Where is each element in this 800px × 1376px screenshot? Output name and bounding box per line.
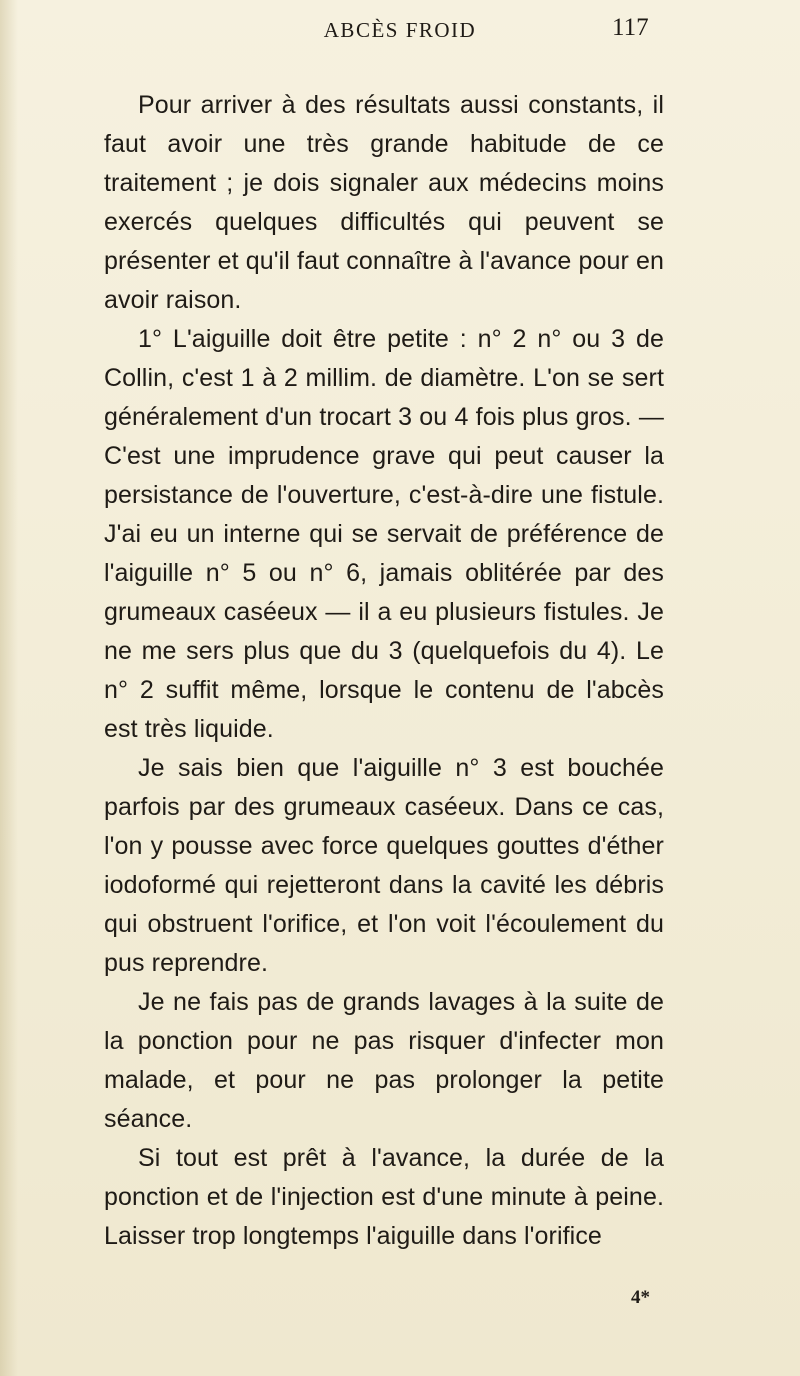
paragraph-3: Je sais bien que l'aiguille n° 3 est bouchée parfois par des grumeaux caséeux. Dans ce cas, l'on y pousse avec force quelques gouttes d'éther iodoformé qui rejetteront dans la cavité les débris qui obstruent l'orifice, et l'on voit l'écoulement du pus reprendre. bbox=[104, 754, 664, 977]
paragraph-2: 1° L'aiguille doit être petite : n° 2 n° ou 3 de Collin, c'est 1 à 2 millim. de diamètre. L'on se sert généralement d'un trocart 3 ou 4 fois plus gros. — C'est une imprudence grave qui peut causer la persistance de l'ouverture, c'est-à-dire une fistule. J'ai eu un interne qui se servait de préférence de l'aiguille n° 5 ou n° 6, jamais oblitérée par des grumeaux caséeux — il a eu plusieurs fistules. Je ne me sers plus que du 3 (quelquefois du 4). Le n° 2 suffit même, lorsque le contenu de l'abcès est très liquide. bbox=[104, 325, 664, 743]
signature-mark: 4* bbox=[631, 1287, 650, 1308]
paragraph-4: Je ne fais pas de grands lavages à la suite de la ponction pour ne pas risquer d'infecter mon malade, et pour ne pas prolonger la petite séance. bbox=[104, 988, 664, 1133]
page-number: 117 bbox=[612, 14, 649, 41]
running-head bbox=[0, 6, 800, 46]
paragraph-5: Si tout est prêt à l'avance, la durée de la ponction et de l'injection est d'une minute à peine. Laisser trop longtemps l'aiguille dans l'orifice bbox=[104, 1144, 664, 1250]
chapter-title: ABCÈS FROID bbox=[323, 18, 477, 42]
body-text bbox=[104, 86, 664, 1256]
page-left-edge bbox=[0, 0, 18, 1376]
paragraph-1: Pour arriver à des résultats aussi constants, il faut avoir une très grande habitude de ce traitement ; je dois signaler aux médecins moins exercés quelques difficultés qui peuvent se présenter et qu'il faut connaître à l'avance pour en avoir raison. bbox=[104, 91, 664, 314]
